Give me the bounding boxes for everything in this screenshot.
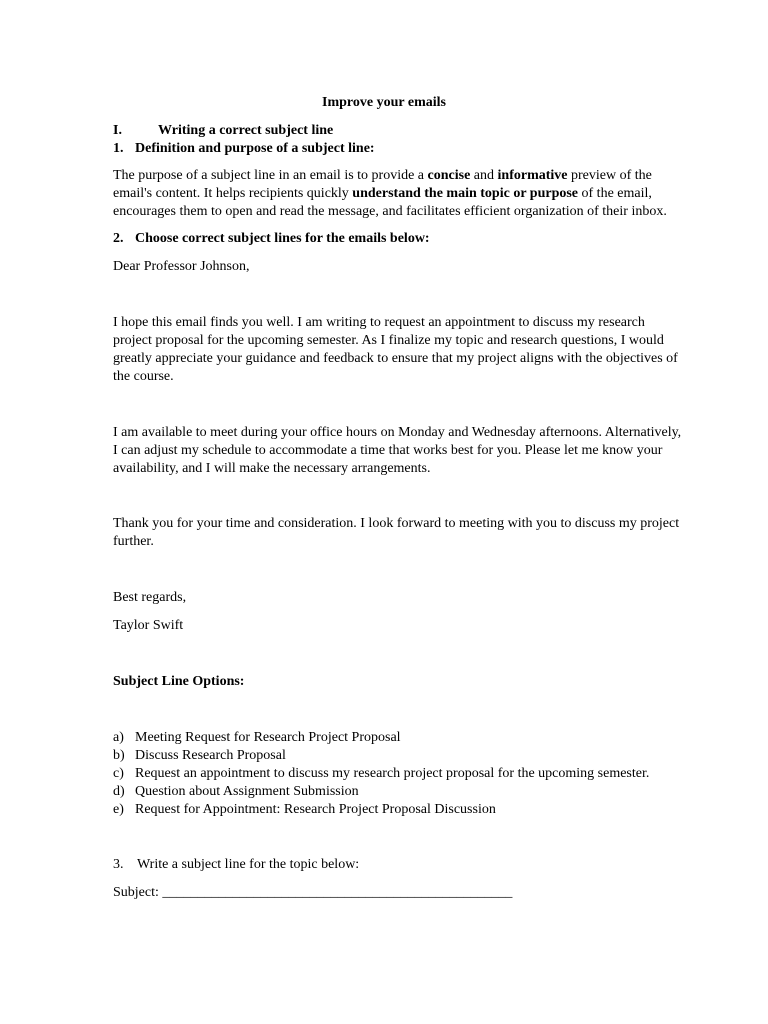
option-text: Question about Assignment Submission	[135, 784, 359, 799]
option-text: Request an appointment to discuss my research project proposal for the upcoming semester.	[135, 766, 650, 781]
email-paragraph-3	[113, 515, 683, 551]
option-letter: e)	[113, 802, 124, 817]
email-signature: Taylor Swift	[113, 618, 184, 633]
option-letter: c)	[113, 766, 124, 781]
options-list	[113, 729, 683, 819]
page-title: Improve your emails	[322, 95, 446, 110]
definition-text: preview of the	[567, 168, 652, 183]
email-line: project proposal for the upcoming semester. As I finalize my topic and research questions, I would	[113, 333, 664, 348]
definition-text: The purpose of a subject line in an email is to provide a	[113, 168, 428, 183]
options-heading: Subject Line Options:	[113, 674, 245, 689]
option-letter: d)	[113, 784, 125, 799]
option-item	[113, 801, 683, 819]
informative-emphasis: informative	[497, 168, 568, 183]
subject-blank-line[interactable]: __________________________________________________	[162, 885, 513, 900]
subject-label: Subject:	[113, 885, 163, 900]
option-item	[113, 729, 683, 747]
item2-heading: Choose correct subject lines for the emails below:	[135, 231, 430, 246]
email-paragraph-1	[113, 314, 683, 386]
option-text: Discuss Research Proposal	[135, 748, 286, 763]
email-line: the course.	[113, 369, 174, 384]
definition-text: of the email,	[578, 186, 652, 201]
option-text: Request for Appointment: Research Project Proposal Discussion	[135, 802, 496, 817]
option-letter: b)	[113, 748, 125, 763]
email-line: I am available to meet during your office hours on Monday and Wednesday afternoons. Alternatively,	[113, 425, 682, 440]
email-greeting: Dear Professor Johnson,	[113, 259, 250, 274]
item2-number: 2.	[113, 231, 124, 246]
subject-field	[113, 884, 512, 902]
email-line: Thank you for your time and consideration. I look forward to meeting with you to discuss my project	[113, 516, 680, 531]
email-line: availability, and I will make the necessary arrangements.	[113, 461, 431, 476]
item1-heading: Definition and purpose of a subject line:	[135, 141, 375, 156]
email-line: greatly appreciate your guidance and feedback to ensure that my project aligns with the objectives of	[113, 351, 678, 366]
item1-number: 1.	[113, 141, 124, 156]
definition-paragraph	[113, 167, 683, 221]
definition-line-3: encourages them to open and read the message, and facilitates efficient organization of their inbox.	[113, 204, 667, 219]
concise-emphasis: concise	[427, 168, 471, 183]
section-heading: Writing a correct subject line	[158, 123, 334, 138]
item3-number: 3.	[113, 857, 124, 872]
definition-text: and	[470, 168, 498, 183]
email-line: further.	[113, 534, 154, 549]
email-line: I can adjust my schedule to accommodate a time that works best for you. Please let me know your	[113, 443, 663, 458]
option-text: Meeting Request for Research Project Proposal	[135, 730, 401, 745]
option-item	[113, 765, 683, 783]
option-item	[113, 747, 683, 765]
main-topic-emphasis: understand the main topic or purpose	[352, 186, 579, 201]
definition-text: email's content. It helps recipients quickly	[113, 186, 353, 201]
option-item	[113, 783, 683, 801]
section-numeral: I.	[113, 123, 122, 138]
email-line: I hope this email finds you well. I am writing to request an appointment to discuss my research	[113, 315, 645, 330]
email-closing: Best regards,	[113, 590, 187, 605]
definition-line-1	[113, 167, 683, 185]
email-paragraph-2	[113, 424, 683, 478]
item3-prompt: Write a subject line for the topic below:	[137, 857, 360, 872]
definition-line-2	[113, 185, 683, 203]
option-letter: a)	[113, 730, 124, 745]
